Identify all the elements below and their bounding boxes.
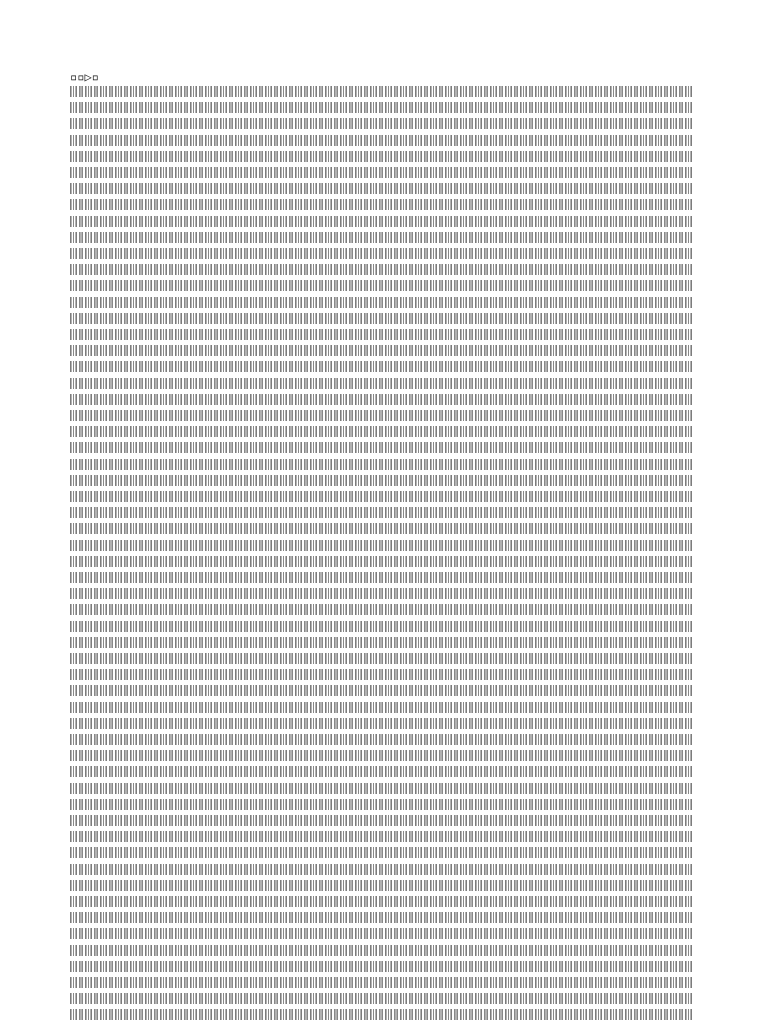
header-text: ▫▫▷▫ (70, 70, 99, 84)
garbled-text-line (70, 345, 694, 356)
garbled-text-line (70, 507, 694, 518)
garbled-text-line (70, 264, 694, 275)
garbled-text-line (70, 199, 694, 210)
garbled-text-line (70, 167, 694, 178)
garbled-text-line (70, 912, 694, 923)
garbled-text-line (70, 394, 694, 405)
garbled-text-line (70, 86, 694, 97)
garbled-text-line (70, 1009, 694, 1020)
garbled-text-line (70, 248, 694, 259)
garbled-text-line (70, 442, 694, 453)
garbled-text-line (70, 118, 694, 129)
garbled-text-line (70, 378, 694, 389)
garbled-text-line (70, 556, 694, 567)
garbled-text-line (70, 621, 694, 632)
garbled-text-line (70, 847, 694, 858)
garbled-text-line (70, 410, 694, 421)
garbled-text-line (70, 864, 694, 875)
garbled-text-line (70, 604, 694, 615)
garbled-text-line (70, 734, 694, 745)
garbled-text-line (70, 183, 694, 194)
garbled-text-line (70, 669, 694, 680)
garbled-text-line (70, 831, 694, 842)
garbled-text-line (70, 766, 694, 777)
garbled-text-line (70, 540, 694, 551)
garbled-text-line (70, 216, 694, 227)
garbled-text-line (70, 928, 694, 939)
garbled-text-line (70, 685, 694, 696)
garbled-text-line (70, 572, 694, 583)
garbled-text-line (70, 750, 694, 761)
garbled-text-line (70, 653, 694, 664)
garbled-text-line (70, 102, 694, 113)
garbled-text-line (70, 135, 694, 146)
garbled-text-line (70, 702, 694, 713)
garbled-text-line (70, 297, 694, 308)
garbled-text-line (70, 961, 694, 972)
garbled-text-line (70, 588, 694, 599)
garbled-text-line (70, 426, 694, 437)
garbled-text-line (70, 329, 694, 340)
garbled-text-line (70, 945, 694, 956)
garbled-text-line (70, 361, 694, 372)
garbled-text-line (70, 896, 694, 907)
garbled-text-line (70, 475, 694, 486)
garbled-text-line (70, 783, 694, 794)
garbled-text-line (70, 491, 694, 502)
garbled-text-line (70, 151, 694, 162)
garbled-text-line (70, 280, 694, 291)
garbled-text-line (70, 523, 694, 534)
garbled-text-line (70, 815, 694, 826)
garbled-text-line (70, 718, 694, 729)
garbled-text-line (70, 232, 694, 243)
garbled-text-line (70, 799, 694, 810)
garbled-text-line (70, 313, 694, 324)
garbled-text-line (70, 977, 694, 988)
garbled-text-line (70, 880, 694, 891)
garbled-text-line (70, 637, 694, 648)
garbled-text-line (70, 459, 694, 470)
garbled-text-line (70, 993, 694, 1004)
